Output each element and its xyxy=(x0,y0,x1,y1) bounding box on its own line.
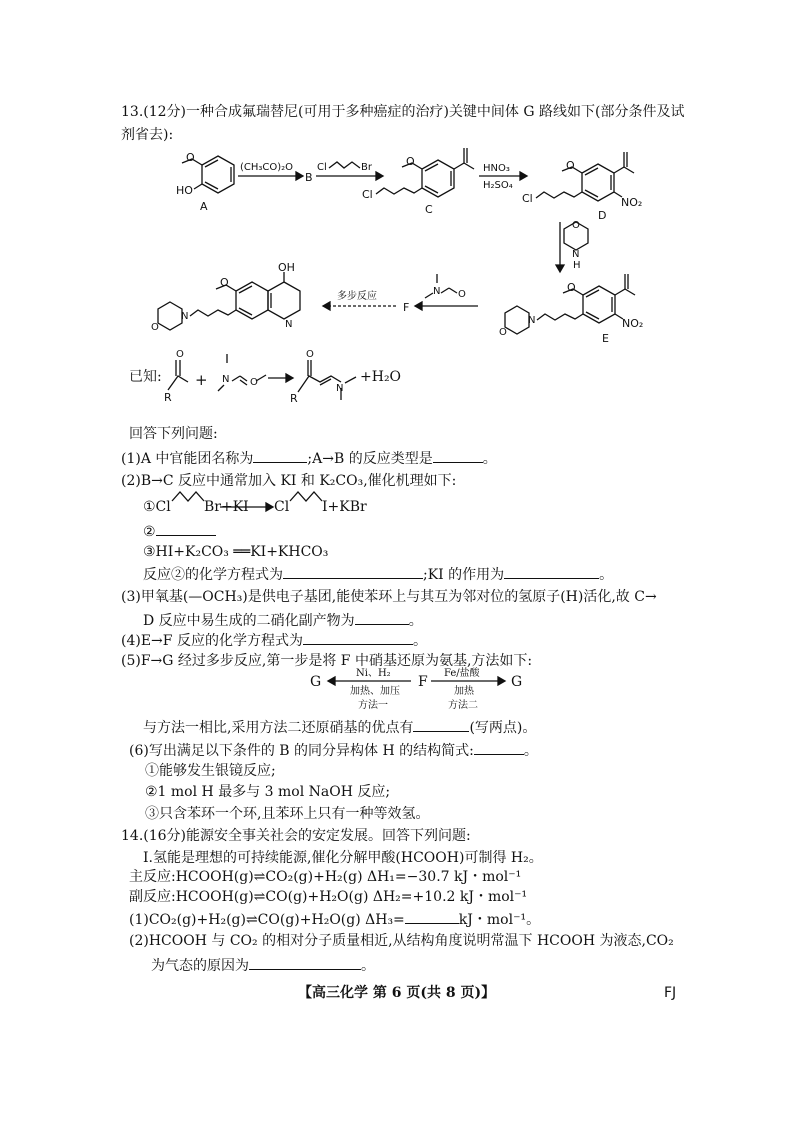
compound-a xyxy=(176,151,234,213)
a-methoxy-o: O xyxy=(186,151,195,164)
q13-p6: (6)写出满足以下条件的 B 的同分异构体 H 的结构简式: 。 xyxy=(129,740,538,760)
page-footer: 【高三化学 第 6 页(共 8 页)】 xyxy=(298,985,496,1001)
known-label: 已知: xyxy=(129,369,162,385)
d-nitro: NO₂ xyxy=(621,196,643,209)
morpholine-o: O xyxy=(572,220,580,231)
label-e: E xyxy=(602,332,609,345)
q13-p1: (1)A 中官能团名称为 ;A→B 的反应类型是 。 xyxy=(121,448,497,468)
q13-header-cont: 剂省去): xyxy=(121,127,174,143)
label-d: D xyxy=(598,209,607,222)
reagent-ab: (CH₃CO)₂O xyxy=(240,162,294,173)
d-chloro: Cl xyxy=(522,192,533,205)
known-o1: O xyxy=(176,349,184,360)
known-r2: R xyxy=(290,392,298,405)
p5-method2-name: 方法二 xyxy=(448,700,478,711)
known-n2: N xyxy=(336,383,344,394)
p5-method2-top: Fe/盐酸 xyxy=(444,668,480,679)
q13-p3b: D 反应中易生成的二硝化副产物为 。 xyxy=(143,610,423,630)
answer-blank-7 xyxy=(303,630,413,645)
g-morpholine-o: O xyxy=(151,322,159,333)
compound-g xyxy=(151,261,300,333)
p5-method1-bottom: 加热、加压 xyxy=(350,686,400,697)
dmf-reagent xyxy=(425,274,466,300)
step1-a: ①Cl xyxy=(143,499,171,515)
e-morpholine-o: O xyxy=(499,327,507,338)
p5-method2-bottom: 加热 xyxy=(454,686,474,697)
morpholine-n: N xyxy=(572,249,580,260)
step1-b: Br+KI xyxy=(204,499,249,515)
p5-method1-top: Ni、H₂ xyxy=(356,668,391,679)
answer-blank-2 xyxy=(433,448,483,463)
answer-blank-1 xyxy=(253,448,307,463)
morpholine-reagent xyxy=(564,220,588,271)
answer-intro: 回答下列问题: xyxy=(129,426,218,442)
e-methoxy-o: O xyxy=(567,281,576,294)
step2: ② xyxy=(143,521,216,541)
e-nitro: NO₂ xyxy=(622,317,644,330)
q13-p4: (4)E→F 反应的化学方程式为 。 xyxy=(121,630,427,650)
known-o3: O xyxy=(306,349,314,360)
p5-f: F xyxy=(418,674,428,690)
c-methoxy-o: O xyxy=(406,155,415,168)
answer-blank-6 xyxy=(355,610,409,625)
label-b: B xyxy=(305,171,313,184)
e-morpholine-n: N xyxy=(528,315,536,326)
step3: ③HI+K₂CO₃ ══KI+KHCO₃ xyxy=(143,544,329,560)
p6-cond2: ②1 mol H 最多与 3 mol NaOH 反应; xyxy=(145,784,391,800)
footer-code: FJ xyxy=(664,985,677,1001)
g-hydroxy: OH xyxy=(278,261,295,274)
morpholine-h: H xyxy=(573,260,581,271)
q13-p2: (2)B→C 反应中通常加入 KI 和 K₂CO₃,催化机理如下: xyxy=(121,473,457,489)
known-r1: R xyxy=(164,391,172,404)
label-f: F xyxy=(403,301,410,314)
step1-d: I+KBr xyxy=(322,499,367,515)
reagent-cd-hno3: HNO₃ xyxy=(483,163,510,174)
compound-c xyxy=(362,148,474,216)
answer-blank-8 xyxy=(413,717,469,732)
c-chloro: Cl xyxy=(362,188,373,201)
known-n1: N xyxy=(222,374,230,385)
p6-cond3: ③只含苯环一个环,且苯环上只有一种等效氢。 xyxy=(145,806,430,822)
known-reaction xyxy=(164,349,356,405)
reagent-bc-cl: Cl xyxy=(317,162,327,173)
g-methoxy-o: O xyxy=(220,276,229,289)
p5-g-right: G xyxy=(511,674,523,690)
answer-blank-5 xyxy=(504,564,599,579)
q13-p2-question: 反应②的化学方程式为 ;KI 的作用为 。 xyxy=(143,564,613,584)
q13-header: 13.(12分)一种合成氟瑞替尼(可用于多种癌症的治疗)关键中间体 G 路线如下(部分条件及试 xyxy=(121,104,685,120)
p5-method1-name: 方法一 xyxy=(358,700,388,711)
answer-blank-10 xyxy=(405,909,459,924)
answer-blank-4 xyxy=(283,564,423,579)
d-methoxy-o: O xyxy=(566,159,575,172)
answer-blank-3 xyxy=(156,521,216,536)
p6-cond1: ①能够发生银镜反应; xyxy=(145,763,276,779)
compound-d xyxy=(522,152,642,222)
compound-e xyxy=(499,274,643,345)
q14-p2b: 为气态的原因为 。 xyxy=(151,955,375,975)
q14-section1: Ⅰ.氢能是理想的可持续能源,催化分解甲酸(HCOOH)可制得 H₂。 xyxy=(143,850,543,866)
answer-blank-11 xyxy=(249,955,361,970)
q14-header: 14.(16分)能源安全事关社会的安定发展。回答下列问题: xyxy=(121,828,471,844)
q14-main-reaction: 主反应:HCOOH(g)⇌CO₂(g)+H₂(g) ΔH₁=−30.7 kJ・mol⁻¹ xyxy=(129,869,522,885)
q13-p5: (5)F→G 经过多步反应,第一步是将 F 中硝基还原为氨基,方法如下: xyxy=(121,653,533,669)
chain-1 xyxy=(172,492,204,501)
known-plus: + xyxy=(195,371,208,389)
reagent-cd-h2so4: H₂SO₄ xyxy=(483,180,513,191)
dmf-o: O xyxy=(458,289,466,300)
q13-p3a: (3)甲氧基(—OCH₃)是供电子基团,能使苯环上与其互为邻对位的氢原子(H)活化,故 C→ xyxy=(121,589,657,605)
g-ring-n: N xyxy=(285,319,293,330)
q13-p5-question: 与方法一相比,采用方法二还原硝基的优点有 (写两点)。 xyxy=(143,717,536,737)
q14-side-reaction: 副反应:HCOOH(g)⇌CO(g)+H₂O(g) ΔH₂=+10.2 kJ・mol⁻¹ xyxy=(129,889,528,905)
reagent-bc-br: Br xyxy=(361,162,372,173)
known-o2: O xyxy=(250,377,258,388)
g-morpholine-n: N xyxy=(181,311,189,322)
dmf-n: N xyxy=(433,286,441,297)
q14-p1: (1)CO₂(g)+H₂(g)⇌CO(g)+H₂O(g) ΔH₃= kJ・mol⁻¹。 xyxy=(129,909,540,929)
answer-blank-9 xyxy=(474,740,524,755)
a-hydroxy: HO xyxy=(176,184,193,197)
label-a: A xyxy=(200,200,208,213)
p5-g-left: G xyxy=(310,674,322,690)
step1-c: Cl xyxy=(274,499,290,515)
q14-p2a: (2)HCOOH 与 CO₂ 的相对分子质量相近,从结构角度说明常温下 HCOOH 为液态,CO₂ xyxy=(129,933,674,949)
known-water: +H₂O xyxy=(360,369,402,385)
label-c: C xyxy=(425,203,433,216)
multi-step-label: 多步反应 xyxy=(337,291,377,302)
chain-2 xyxy=(290,492,322,501)
